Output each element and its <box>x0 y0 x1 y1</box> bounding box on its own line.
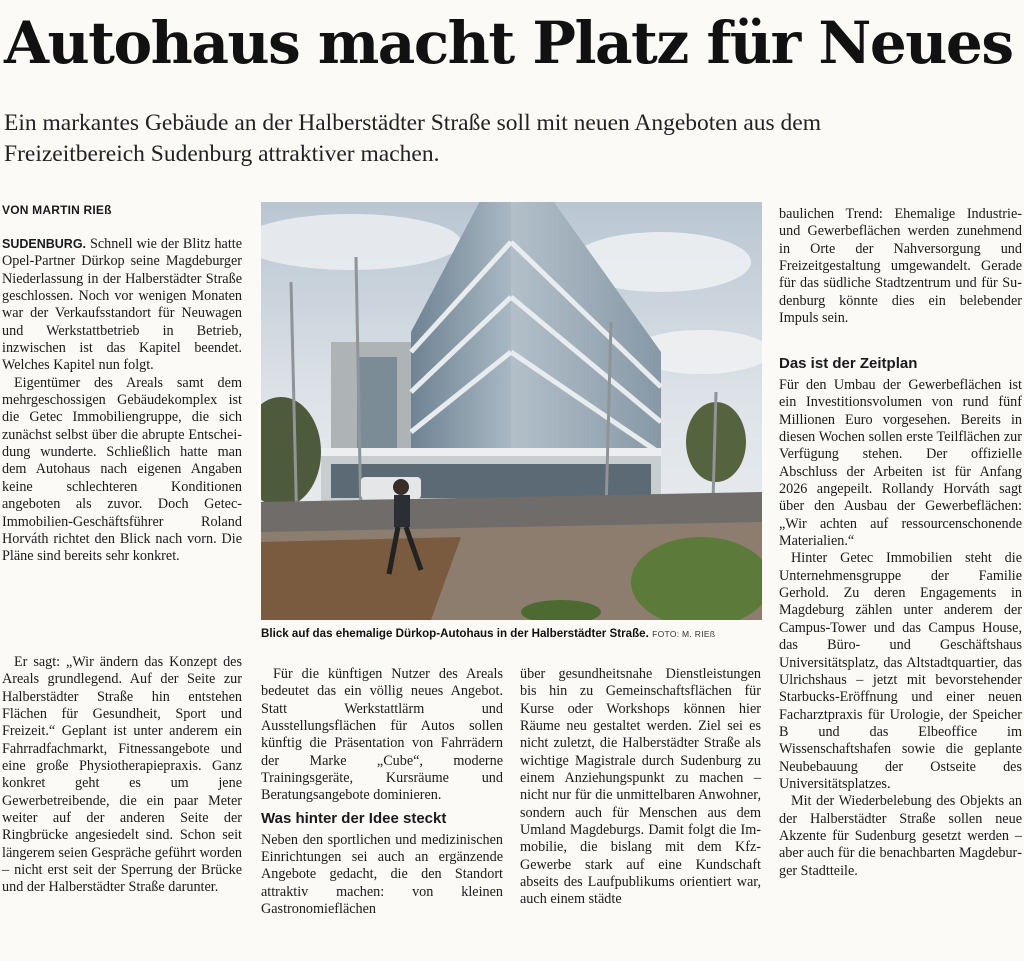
paragraph: Hinter Getec Immobilien steht die Unternehmensgruppe der Familie Gerhold. Zu deren Engagements in Magdeburg zählen unter anderem der Campus-Tower und das Campus House, das Büro- und Geschäftshaus Universitätsplatz, das Altstadtquartier, das Ulrichshaus – jetzt mit bevorstehender Starbucks-Eröffnung und einer neuen Facharztpraxis für Urologie, der Speicher B und das Elbeoffice im Wissenschaftshafen sowie die geplante Neubebauung der Ostseite des Universitätsplatzes. <box>779 550 1022 792</box>
article-column-1 <box>2 236 242 566</box>
article-column-1-continued <box>2 654 242 897</box>
photo-caption <box>261 627 766 640</box>
article-photo <box>261 202 762 620</box>
byline: VON MARTIN RIEß <box>2 203 112 217</box>
paragraph: über gesundheitsnahe Dienstleistungen bis hin zu Gemeinschaftsflächen für Kurse oder Workshops können hier Räume neu gestaltet werden. Ziel sei es nicht zuletzt, die Halberstädter Straße als wichtige Magistrale durch Sudenburg zu einem Anziehungspunkt zu machen – nicht nur für die unmittelbaren Anwohner, sondern auch für Menschen aus dem Umland Magdeburgs. Damit folgt die Immobilie, die bislang mit dem Kfz-Gewerbe stark auf eine Kundschaft abseits des Laufpublikums orientiert war, auch einem städte <box>520 666 761 908</box>
section-heading: Was hinter der Idee steckt <box>261 809 447 827</box>
paragraph: Für die künftigen Nutzer des Areals bedeutet das ein völlig neues Angebot. Statt Werkstattlärm und Ausstellungsflächen für Autos sollen künftig die Präsentation von Fahrrädern der Marke „Cube“, moderne Trainingsgeräte, Kursräume und Beratungsangebote dominieren. <box>261 666 503 804</box>
paragraph-intro-text: Schnell wie der Blitz hatte Opel-Partner Dürkop seine Magdeburger Niederlassung in der Halberstädter Straße geschlossen. Noch vor wenigen Monaten war der Verkaufsstandort für Neuwagen und Werkstattbetrieb in Betrieb, inzwischen ist das Kapitel beendet. Welches Kapitel nun folgt. <box>2 236 243 374</box>
paragraph: Neben den sportlichen und medizinischen Einrichtungen sei auch an ergänzende Angebote gedacht, die den Standort attraktiv machen: von kleinen Gastronomieflächen <box>261 831 503 918</box>
subheadline: Ein markantes Gebäude an der Halberstädter Straße soll mit neuen Angeboten aus dem Freizeitbereich Sudenburg attraktiver machen. <box>4 110 822 167</box>
article-column-4 <box>779 206 1022 327</box>
caption-text: Blick auf das ehemalige Dürkop-Autohaus in der Halberstädter Straße. <box>261 627 649 640</box>
photo-credit: FOTO: M. RIEß <box>652 629 716 639</box>
paragraph: Mit der Wiederbelebung des Objekts an der Halberstädter Straße sollen neue Akzente für Sudenburg gesetzt werden – aber auch für die benachbarten Magdeburger Stadtteile. <box>779 793 1022 879</box>
article-column-4-continued <box>779 355 1022 880</box>
paragraph: Er sagt: „Wir ändern das Konzept des Areals grundlegend. Auf der Seite zur Halberstädter Straße hin entstehen Flächen für Gesundheit, Sport und Freizeit.“ Geplant ist unter anderem ein Fahrradfachmarkt, Fitnessangebote und eine große Physiotherapiepraxis. Ganz konkret geht es um jene Gewerbetreibende, die ein paar Meter weiter auf der anderen Seite der Ringbrücke angesiedelt sind. Schon seit längerem seien Gespräche geführt worden – nicht erst seit der Sperrung der Brücke und der Halberstädter Straße darunter. <box>2 654 242 896</box>
section-heading: Das ist der Zeitplan <box>779 355 918 372</box>
dateline: SUDENBURG. <box>2 237 87 251</box>
paragraph: baulichen Trend: Ehemalige Industrie- und Gewerbeflächen werden zunehmend in Orte der Nahversorgung und Freizeitgestaltung umgewandelt. Gerade für das südliche Stadtzentrum und für Sudenburg könnte dies ein belebender Impuls sein. <box>779 206 1022 327</box>
article-column-3 <box>520 666 761 909</box>
paragraph: Für den Umbau der Gewerbeflächen ist ein Investitionsvolumen von rund fünf Millionen Euro vorgesehen. Bereits in diesen Wochen sollen erste Teilflächen zur Verfügung stehen. Der offizielle Abschluss der Arbeiten ist für Anfang 2026 angepeilt. Rollandy Horváth sagt über den Ausbau der Gewerbeflächen: „Wir achten auf ressourcenschonende Materialien.“ <box>779 377 1022 550</box>
article-column-2 <box>261 666 503 918</box>
photo-illustration <box>261 202 762 620</box>
paragraph: Eigentümer des Areals samt dem mehrgeschossigen Gebäudekomplex ist die Getec Immobiliengruppe, die sich zunächst selbst über die abrupte Entscheidung wunderte. Schließlich hatte man dem Autohaus nach eigenen Angaben keine schlechteren Konditionen angeboten als zuvor. Doch Getec-Immobilien-Geschäftsführer Roland Horváth richtet den Blick nach vorn. Die Pläne sind bereits sehr konkret. <box>2 374 242 565</box>
headline: Autohaus macht Platz für Neues <box>4 9 1013 77</box>
paragraph-intro <box>2 236 242 375</box>
